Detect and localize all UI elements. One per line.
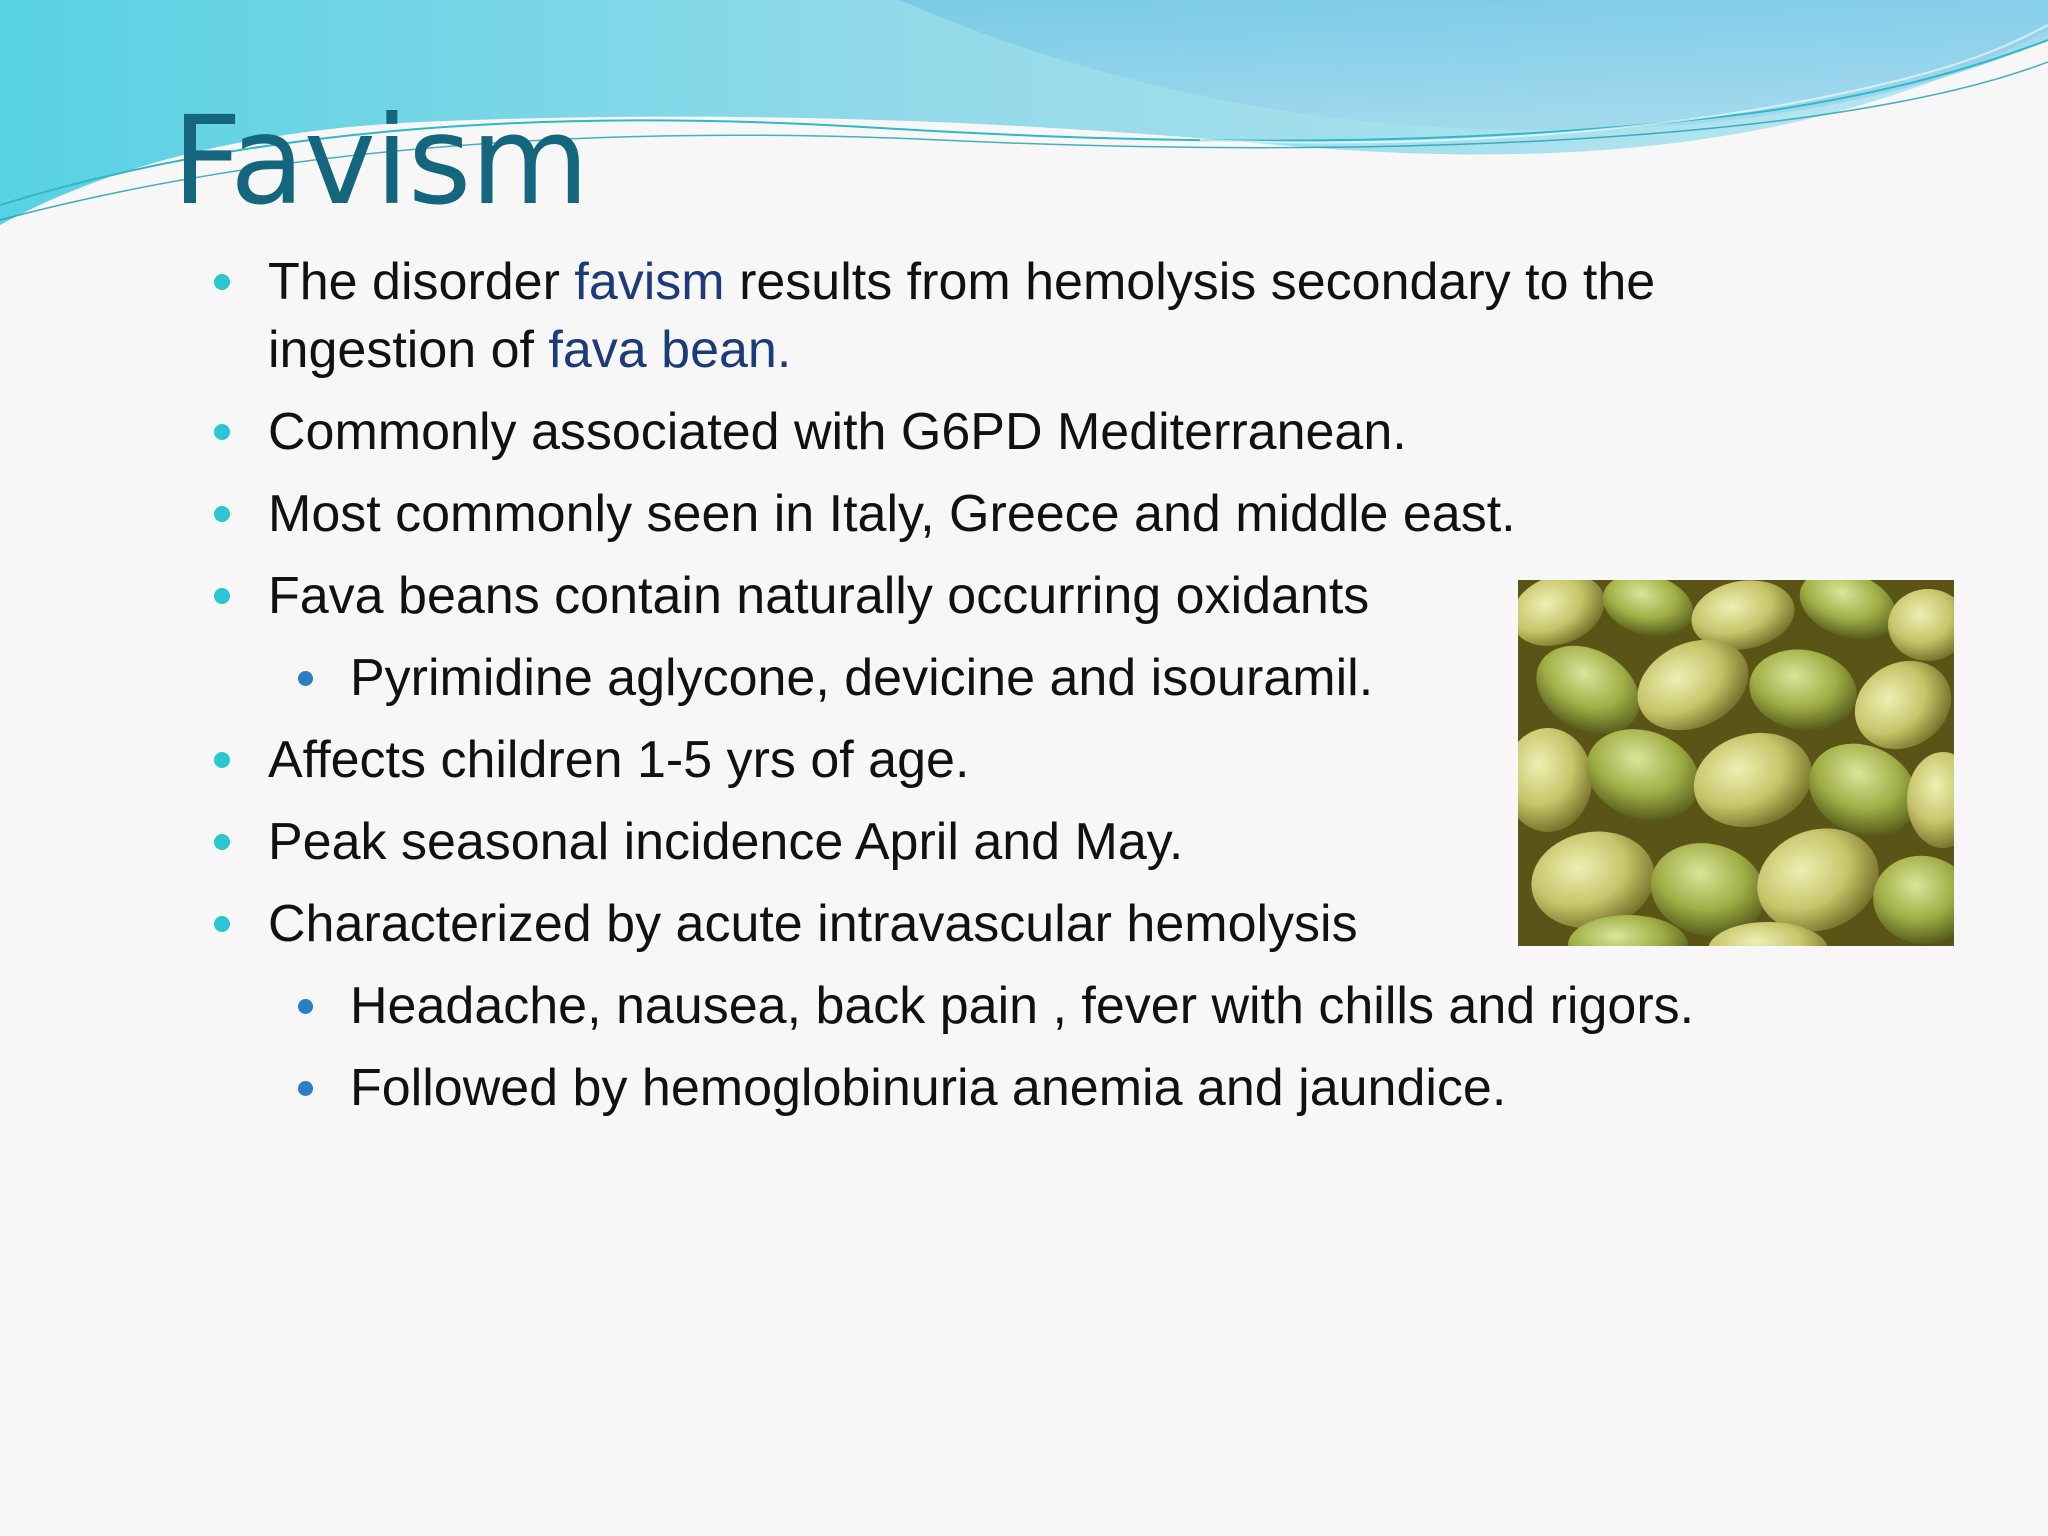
bullet-text: Peak seasonal incidence April and May.	[268, 813, 1184, 871]
bullet-dot-icon	[214, 588, 230, 604]
bullet-text: Pyrimidine aglycone, devicine and isouramil.	[350, 649, 1374, 707]
bullet-text: results from hemolysis secondary to the	[724, 253, 1656, 311]
slide-title: Favism	[172, 90, 589, 232]
sub-bullet-item	[350, 644, 1373, 712]
highlighted-term: fava bean.	[548, 321, 792, 379]
bullet-item	[268, 808, 1183, 876]
bullet-text: Headache, nausea, back pain , fever with chills and rigors.	[350, 977, 1695, 1035]
bullet-text: Most commonly seen in Italy, Greece and middle east.	[268, 485, 1516, 543]
fava-beans-photo	[1518, 580, 1954, 946]
bullet-dot-icon	[214, 506, 230, 522]
bullet-item-continuation	[268, 316, 791, 384]
bullet-dot-icon	[214, 274, 230, 290]
bullet-dot-icon	[214, 752, 230, 768]
bullet-item	[268, 398, 1407, 466]
bullet-dot-icon	[214, 916, 230, 932]
bullet-dot-icon	[214, 834, 230, 850]
bullet-text: Commonly associated with G6PD Mediterranean.	[268, 403, 1407, 461]
sub-bullet-item	[350, 972, 1694, 1040]
bullet-dot-icon	[214, 424, 230, 440]
bullet-text: Characterized by acute intravascular hemolysis	[268, 895, 1358, 953]
bullet-text: Followed by hemoglobinuria anemia and jaundice.	[350, 1059, 1507, 1117]
bullet-item	[268, 890, 1358, 958]
bullet-dot-icon	[298, 1081, 313, 1096]
bullet-item	[268, 562, 1369, 630]
bullet-item	[268, 480, 1516, 548]
bullet-dot-icon	[298, 671, 313, 686]
highlighted-term: favism	[574, 253, 725, 311]
bullet-text: The disorder	[268, 253, 575, 311]
bullet-text: Affects children 1-5 yrs of age.	[268, 731, 970, 789]
bullet-text: ingestion of	[268, 321, 549, 379]
sub-bullet-item	[350, 1054, 1506, 1122]
bullet-dot-icon	[298, 999, 313, 1014]
bullet-text: Fava beans contain naturally occurring oxidants	[268, 567, 1370, 625]
bullet-item	[268, 726, 969, 794]
bullet-item	[268, 248, 1655, 316]
